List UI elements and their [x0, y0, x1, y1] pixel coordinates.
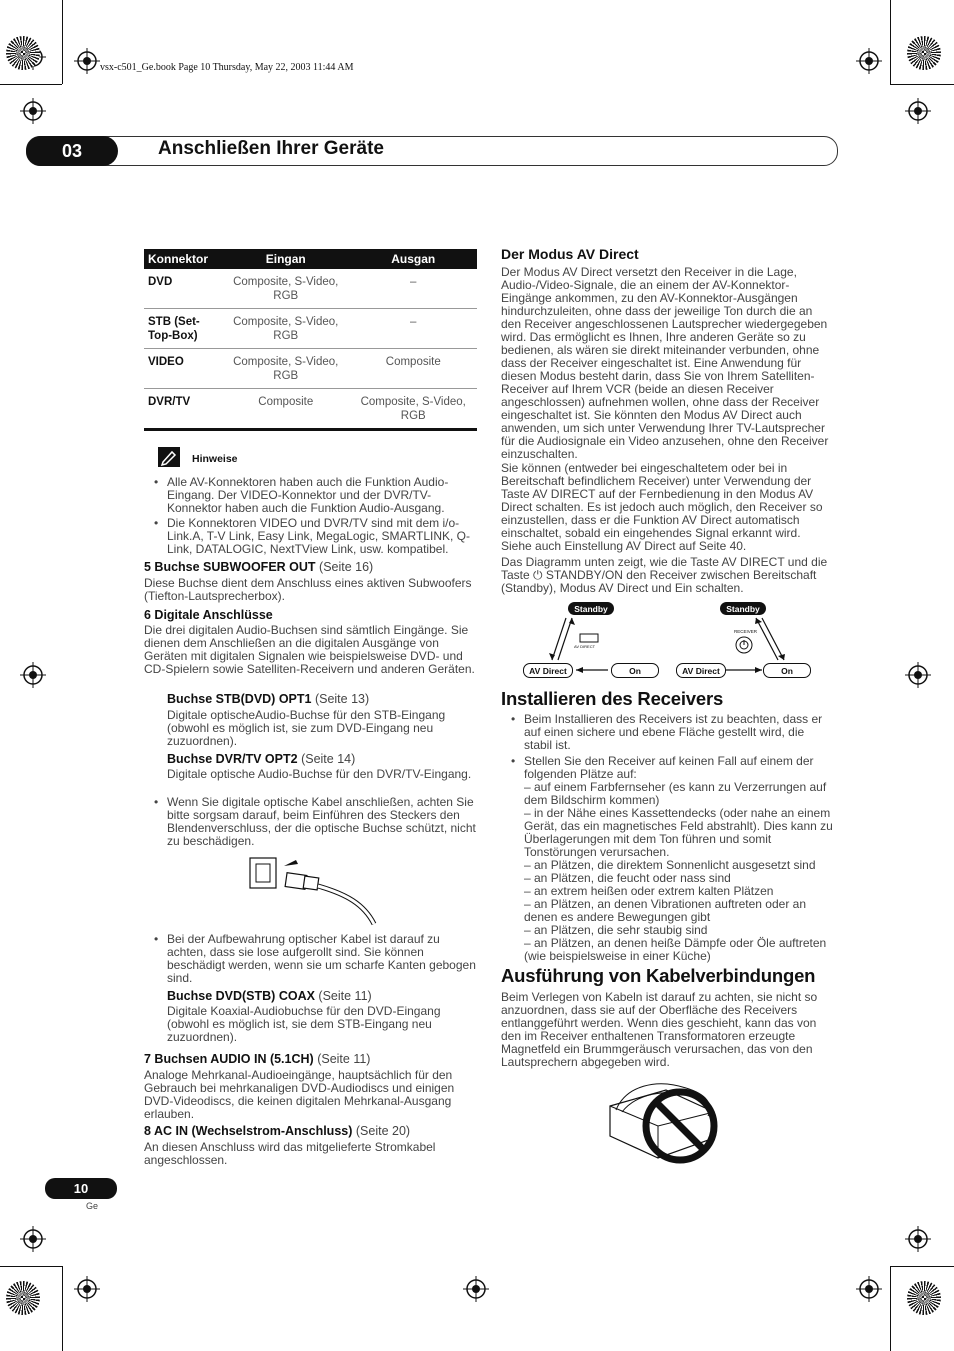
registration-mark-icon [856, 1276, 882, 1302]
bullet-item: • Beim Installieren des Receivers ist zu beachten, dass er auf einen sichere und ebene Fläche gestellt wird, die stabil ist. [524, 713, 834, 752]
item-heading: 6 Digitale Anschlüsse [144, 608, 273, 622]
standby-label: Standby [720, 602, 766, 615]
place-item: – an Plätzen, die feucht oder nass sind [524, 871, 731, 885]
paragraph: Sie können (entweder bei eingeschaltetem oder bei in Bereitschaft befindlichem Receiver) unter Verwendung der Taste AV DIRECT auf der Fernbedienung in den Modus AV Direct schalten. Es ist jedoch auch möglich, den Receiver so einzustellen, dass er die Funktion AV Direct automatisch einschaltet, sobald ein eingehendes Signal erkannt wird. Siehe auch Einstellung AV Direct auf Seite 40. [501, 461, 823, 553]
chapter-header-bar [26, 136, 838, 166]
bullet-item: • Bei der Aufbewahrung optischer Kabel ist darauf zu achten, dass sie lose aufgerollt sind. Sie können beschädigt werden, wenn sie um scharfe Kanten gebogen sind. [167, 933, 476, 985]
crop-line [890, 0, 891, 84]
registration-mark-icon [905, 98, 931, 124]
on-label: On [611, 663, 659, 678]
chapter-number: 03 [26, 136, 118, 166]
registration-mark-icon [463, 1276, 489, 1302]
item-text: Analoge Mehrkanal-Audioeingänge, hauptsächlich für den Gebrauch bei mehrkanaligen DVD-Audiodiscs und einigen DVD-Videodiscs, die keinen digitalen Mehrkanal-Ausgang erlauben. [144, 1068, 455, 1121]
page-number: 10 [45, 1178, 117, 1199]
note-item: • Alle AV-Konnektoren haben auch die Funktion Audio-Eingang. Der VIDEO-Konnektor und der DVR/TV-Konnektor haben auch die Funktion Audio-Ausgang. [167, 476, 477, 515]
place-item: – an Plätzen, die direktem Sonnenlicht ausgesetzt sind [524, 858, 816, 872]
table-cell: Composite, S-Video, RGB [350, 389, 478, 430]
registration-mark-icon [20, 98, 46, 124]
connector-table [144, 249, 477, 431]
registration-mark-icon [856, 48, 882, 74]
book-info: vsx-c501_Ge.book Page 10 Thursday, May 22, 2003 11:44 AM [100, 62, 354, 73]
place-list [524, 781, 834, 963]
table-row [144, 269, 477, 309]
note-pencil-icon [158, 447, 180, 467]
item-text: An diesen Anschluss wird das mitgelieferte Stromkabel angeschlossen. [144, 1140, 436, 1167]
place-item: – an Plätzen, an denen heiße Dämpfe oder Öle auftreten (wie beispielsweise in einer Küche) [524, 936, 827, 963]
registration-mark-icon [20, 662, 46, 688]
table-cell: Composite [350, 349, 478, 389]
item-text: Digitale optischeAudio-Buchse für den STB-Eingang (obwohl es möglich ist, sie zum DVD-Eingang neu zuzuordnen). [167, 708, 446, 748]
place-item: – an Plätzen, an denen Vibrationen auftreten oder an denen es andere Bewegungen gibt [524, 897, 806, 924]
place-item: – an Plätzen, die sehr staubig sind [524, 923, 708, 937]
table-row [144, 309, 477, 349]
table-cell: Composite, S-Video, RGB [222, 269, 350, 309]
place-item: – in der Nähe eines Kassettendecks (oder nahe an einem Gerät, das ein magnetisches Feld abstrahlt). Dies kann zu Überlagerungen mit dem Ton führen und somit Tonstörungen verursachen. [524, 806, 833, 859]
chapter-title: Anschließen Ihrer Geräte [158, 138, 384, 159]
place-item: – an extrem heißen oder extrem kalten Plätzen [524, 884, 774, 898]
color-bar-icon [907, 36, 941, 70]
item-text: Digitale optische Audio-Buchse für den DVR/TV-Eingang. [167, 767, 472, 781]
optical-cable-illustration [246, 854, 386, 930]
crop-line [62, 1266, 63, 1351]
item-text: Die drei digitalen Audio-Buchsen sind sämtlich Eingänge. Sie dienen dem Anschließen an die digitalen Ausgänge von Geräten mit digitalen Signalen wie beispielsweise DVD- und CD-Spielern sowie Satelliten-Receivern und anderen Geräten. [144, 623, 475, 676]
crop-line [0, 1266, 62, 1267]
notes-title: Hinweise [192, 453, 238, 465]
item-text: Digitale Koaxial-Audiobuchse für den DVD-Eingang (obwohl es möglich ist, sie dem STB-Eingang neu zuzuordnen). [167, 1004, 441, 1044]
sub-heading: Buchse STB(DVD) OPT1 (Seite 13) [167, 692, 370, 706]
crop-line [890, 1266, 954, 1267]
color-bar-icon [6, 36, 40, 70]
language-code: Ge [86, 1201, 99, 1211]
item-heading: 5 Buchse SUBWOOFER OUT (Seite 16) [144, 560, 374, 574]
table-row [144, 349, 477, 389]
paragraph: Der Modus AV Direct versetzt den Receiver in die Lage, Audio-/Video-Signale, die an einem der AV-Konnektor-Eingänge ankommen, zu den AV-Konnektor-Ausgängen hindurchzuleiten, ohne dass der jeweilige Ton durch die an den Receiver angeschlossenen Lautsprecher wiedergegeben wird. Das ermöglicht es Ihnen, Ihre anderen Geräte so zu bedienen, als wären sie direkt miteinander verbunden, ohne dass der Receiver eingeschaltet ist. Eine Anwendung für diesen Modus besteht darin, dass Sie von Ihrem Satelliten-Receiver auf Ihrem VCR (beide an diesen Receiver angeschlossen) aufnehmen wollen, ohne dass der Receiver eingeschaltet ist. Sie könnten den Modus AV Direct auch anwenden, um sich unter Verwendung Ihrer TV-Lautsprecher für die Audiosignale ein Video anzusehen, ohne den Receiver einzuschalten. [501, 265, 829, 461]
table-header: Konnektor [144, 249, 222, 269]
av-direct-label: AV Direct [523, 663, 573, 678]
table-cell: STB (Set-Top-Box) [144, 309, 222, 349]
av-direct-diagram [500, 598, 830, 680]
item-heading: 8 AC IN (Wechselstrom-Anschluss) (Seite 20) [144, 1124, 411, 1138]
table-cell: VIDEO [144, 349, 222, 389]
registration-mark-icon [74, 1276, 100, 1302]
on-label: On [763, 663, 811, 678]
table-header: Eingan [222, 249, 350, 269]
table-cell: Composite, S-Video, RGB [222, 309, 350, 349]
crop-line [890, 1266, 891, 1351]
crop-line [62, 0, 63, 84]
section-title: Ausführung von Kabelverbindungen [501, 965, 816, 986]
registration-mark-icon [905, 662, 931, 688]
table-cell: – [350, 269, 478, 309]
crop-line [0, 84, 62, 85]
section-title: Installieren des Receivers [501, 688, 724, 709]
no-cable-on-receiver-illustration [596, 1076, 726, 1168]
place-item: – auf einem Farbfernseher (es kann zu Verzerrungen auf dem Bildschirm kommen) [524, 780, 827, 807]
registration-mark-icon [74, 48, 100, 74]
bullet-item: • Stellen Sie den Receiver auf keinen Fall auf einem der folgenden Plätze auf: [524, 755, 834, 781]
item-text: Diese Buchse dient dem Anschluss eines aktiven Subwoofers (Tiefton-Lautsprecherbox). [144, 576, 472, 603]
sub-heading: Buchse DVR/TV OPT2 (Seite 14) [167, 752, 356, 766]
av-direct-label: AV Direct [676, 663, 726, 678]
table-cell: DVR/TV [144, 389, 222, 430]
bullet-item: • Wenn Sie digitale optische Kabel anschließen, achten Sie bitte sorgsam darauf, beim Einführen des Steckers den Blendenverschluss, der die optische Buchse schützt, nicht zu beschädigen. [167, 796, 476, 848]
av-direct-button-label: AV DIRECT [574, 644, 596, 649]
registration-mark-icon [20, 1226, 46, 1252]
table-header: Ausgan [350, 249, 478, 269]
paragraph: Das Diagramm unten zeigt, wie die Taste AV DIRECT und die Taste ⏻ STANDBY/ON den Receiver zwischen Bereitschaft (Standby), Modus AV Direct und Ein schalten. [501, 555, 828, 595]
table-cell: Composite, S-Video, RGB [222, 349, 350, 389]
color-bar-icon [907, 1281, 941, 1315]
color-bar-icon [6, 1281, 40, 1315]
note-item: • Die Konnektoren VIDEO und DVR/TV sind mit dem i/o-Link.A, T-V Link, Easy Link, MegaLogic, SMARTLINK, Q-Link, DATALOGIC, NextTView Link, usw. kompatibel. [167, 517, 477, 556]
registration-mark-icon [905, 1226, 931, 1252]
paragraph: Beim Verlegen von Kabeln ist darauf zu achten, sie nicht so anzuordnen, dass sie auf der Oberfläche des Receivers entlanggeführt werden. Wenn dies geschieht, kann das von den im Receiver enthaltenen Transformatoren erzeugte Magnetfeld ein Brummgeräusch verursachen, das von den Lautsprechern abgegeben wird. [501, 990, 818, 1069]
table-cell: Composite [222, 389, 350, 430]
standby-label: Standby [568, 602, 614, 615]
crop-line [890, 84, 954, 85]
receiver-button-label: RECEIVER [734, 629, 758, 634]
table-cell: – [350, 309, 478, 349]
table-row [144, 389, 477, 430]
sub-heading: Buchse DVD(STB) COAX (Seite 11) [167, 989, 372, 1003]
table-cell: DVD [144, 269, 222, 309]
section-subheading: Der Modus AV Direct [501, 246, 639, 262]
item-heading: 7 Buchsen AUDIO IN (5.1CH) (Seite 11) [144, 1052, 371, 1066]
